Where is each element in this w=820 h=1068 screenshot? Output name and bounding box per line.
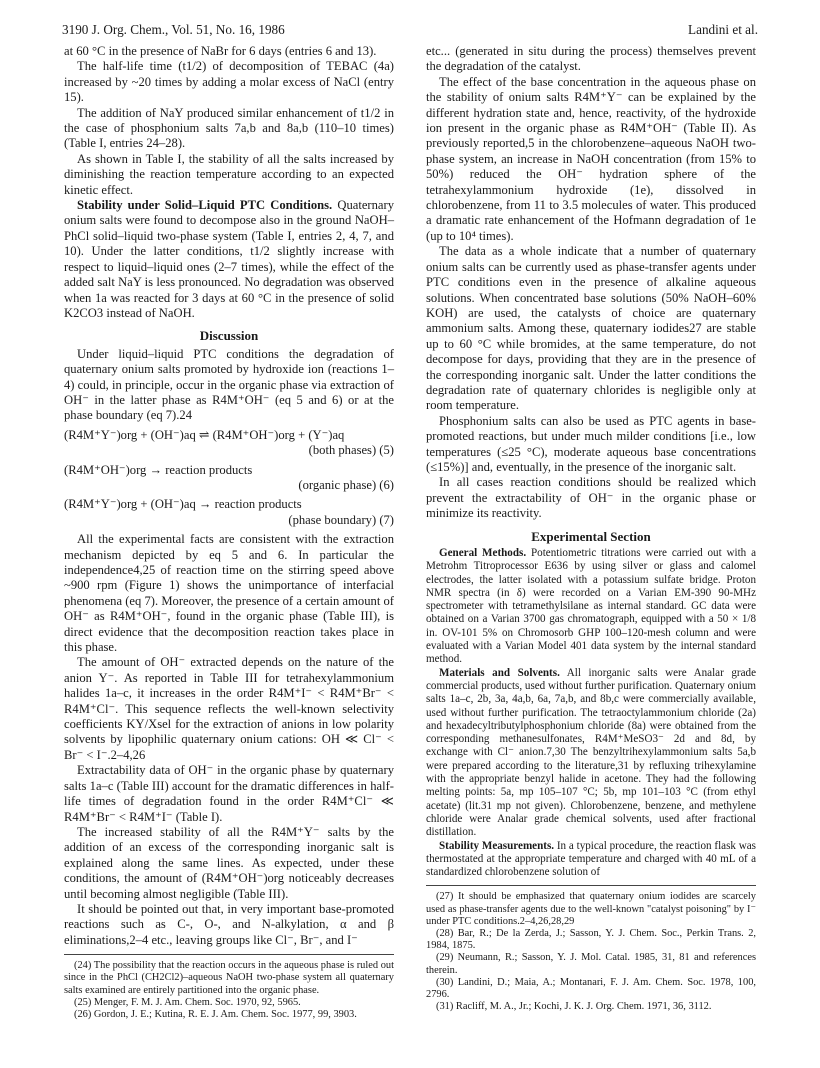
left-column — [64, 44, 394, 1021]
right-column — [426, 44, 756, 1013]
equation-text: (R4M⁺Y⁻)org + (OH⁻)aq ⇌ (R4M⁺OH⁻)org + (Y⁻)aq — [64, 427, 345, 442]
paragraph: Extractability data of OH⁻ in the organic phase by quaternary salts 1a–c (Table III) account for the dramatic differences in half-life times of degradation found in the order R4M⁺Cl⁻ ≪ R4M⁺Br⁻ < R4M⁺I⁻ (Table I). — [64, 763, 394, 824]
paragraph-text: Potentiometric titrations were carried out with a Metrohm Titroprocessor E636 by using silver or glass and calomel electrodes, the latter isolated with a potassium sulfate bridge. Proton NMR spectra (in δ) were recorded on a Varian EM-390 90-MHz spectrometer with tetramethylsilane as internal standard. GC data were obtained on a Varian 3700 gas chromatograph, equipped with a 50 × 1/8 in. OV-101 5% on Chromosorb GHP 100–120-mesh column and were evaluated with a Varian Model 401 data system by the internal standard method. — [426, 547, 756, 666]
running-header — [62, 22, 758, 40]
footnote: (26) Gordon, J. E.; Kutina, R. E. J. Am. Chem. Soc. 1977, 99, 3903. — [74, 1008, 357, 1020]
equation-tag: (both phases) (5) — [308, 443, 394, 458]
paragraph: Under liquid–liquid PTC conditions the degradation of quaternary onium salts promoted by hydroxide ion (reactions 1–4) could, in principle, occur in the organic phase via extraction of OH⁻ in the latter phase as R4M⁺OH⁻ (eq 5 and 6) or at the phase boundary (eq 7).24 — [64, 346, 394, 423]
paragraph: The data as a whole indicate that a number of quaternary onium salts can be currently used as phase-transfer agents under PTC conditions even in the presence of alkaline aqueous solutions. When concentrated base solutions (50% NaOH–60% KOH) are used, the catalysts of choice are quaternary ammonium salts. Among these, quaternary iodides27 are stable up to 60 °C while bromides, at the same temperature, do not decompose for days, providing that they are in the presence of the corresponding inorganic salt. Under the latter conditions the degradation rate of quaternary chlorides is negligible only at room temperature. — [426, 244, 756, 413]
paragraph-text: Quaternary onium salts were found to decompose also in the ground NaOH–PhCl solid–liquid two-phase system (Table I, entries 2, 4, 7, and 10). Under the latter conditions, t1/2 slightly increase with respect to liquid–liquid ones (2–7 times), while the effect of the added salt NaY is less pronounced. No degradation was observed when 1a was reacted for 3 days at 60 °C in the presence of solid K2CO3 instead of NaOH. — [64, 198, 394, 320]
paragraph: The amount of OH⁻ extracted depends on the nature of the anion Y⁻. As reported in Table III for tetrahexylammonium halides 1a–c, it increases in the order R4M⁺I⁻ < R4M⁺Br⁻ < R4M⁺Cl⁻. This sequence reflects the well-known selectivity coefficients KY/Xsel for the extraction of anions in low polarity solvents by lipophilic quaternary onium cations: OH ≪ Cl⁻ < Br⁻ < I⁻.2–4,26 — [64, 655, 394, 762]
paragraph: In all cases reaction conditions should be realized which prevent the extractability of OH⁻ in the organic phase or minimize its reactivity. — [426, 475, 756, 521]
footnote: (25) Menger, F. M. J. Am. Chem. Soc. 1970, 92, 5965. — [74, 996, 301, 1008]
run-in-heading: Stability under Solid–Liquid PTC Conditions. — [77, 198, 333, 213]
paragraph — [64, 198, 394, 321]
footnote-rule — [64, 954, 394, 955]
equation-tag: (organic phase) (6) — [298, 477, 394, 492]
paragraph: All the experimental facts are consistent with the extraction mechanism depicted by eq 5 and 6. In particular the independence4,25 of reaction time on the stirring speed above ~900 rpm (Figure 1) shows the unimportance of interfacial phenomena (eq 7). Moreover, the presence of a certain amount of OH⁻ as R4M⁺OH⁻, found in the organic phase (Table III), is direct evidence that the decomposition reaction takes place in this phase. — [64, 532, 394, 655]
paragraph — [426, 547, 756, 667]
section-heading: Discussion — [199, 328, 259, 344]
paragraph: The effect of the base concentration in the aqueous phase on the stability of onium salts R4M⁺Y⁻ can be explained by the different hydration state and, hence, reactivity, of the hydroxide ion present in the organic phase as R4M⁺OH⁻ (Table II). As previously reported,5 in the chlorobenzene–aqueous NaOH two-phase system, an increase in NaOH concentration (from 15% to 50%) reduced the OH⁻ hydration sphere of the tetrahexylammonium hydroxide (1e), dissolved in chlorobenzene, from 11 to 3.5 molecules of water. This produced a dramatic rate enhancement of the Hofmann degradation of 1e (up to 10⁴ times). — [426, 74, 756, 243]
run-in-heading: General Methods. — [439, 547, 527, 559]
footnote: (28) Bar, R.; De la Zerda, J.; Sasson, Y. J. Chem. Soc., Perkin Trans. 2, 1984, 1875. — [426, 928, 756, 952]
equation-text: (R4M⁺Y⁻)org + (OH⁻)aq → reaction products — [64, 497, 302, 512]
equation-6 — [64, 463, 394, 478]
footnote-rule — [426, 885, 756, 886]
equation-text: (R4M⁺OH⁻)org → reaction products — [64, 462, 253, 477]
run-in-heading: Materials and Solvents. — [439, 666, 560, 679]
paragraph: at 60 °C in the presence of NaBr for 6 days (entries 6 and 13). — [64, 44, 377, 58]
paragraph: The increased stability of all the R4M⁺Y⁻ salts by the addition of an excess of the corresponding inorganic salt is explained along the same lines. As expected, under these conditions, the amount of (R4M⁺OH⁻)org noticeably decreases until becoming almost negligible (Table III). — [64, 824, 394, 901]
header-authors: Landini et al. — [688, 22, 758, 37]
paragraph — [426, 667, 756, 840]
equation-tag: (phase boundary) (7) — [288, 512, 394, 527]
paragraph-text: All inorganic salts were Analar grade commercial products, used without further purification. Quaternary onium salts 1a–c, 2b, 3a, 4a,b, 6a, 7a,b, and 8b,c were commercially available, used without further purification. The tetraoctylammonium chloride (2a) and hexadecyltributylphosphonium chloride (8a) were obtained from the corresponding methanesulfonates, R4M⁺MeSO3⁻ 2d and 8d, by exchange with Cl⁻ anion.7,30 The benzyltrihexylammonium salts 5a,b were prepared according to the literature,31 by refluxing trihexylamine with the appropriate benzyl halide in acetone. They had the following melting points: 5a, mp 105–107 °C; 5b, mp 101–103 °C (from ethyl acetate) (lit.31 mp not given). Chlorobenzene, benzene, and methylene chloride were Analar grade chemical solvents, used after fractional distillation. — [426, 666, 756, 839]
equation-5 — [64, 428, 394, 443]
paragraph: The addition of NaY produced similar enhancement of t1/2 in the case of phosphonium salts 7a,b and 8a,b (110–10 times) (Table I, entries 24–28). — [64, 105, 394, 151]
paragraph: As shown in Table I, the stability of all the salts increased by diminishing the reaction temperature according to an expected kinetic effect. — [64, 151, 394, 197]
footnote: (30) Landini, D.; Maia, A.; Montanari, F. J. Am. Chem. Soc. 1978, 100, 2796. — [426, 976, 756, 1001]
paragraph: The half-life time (t1/2) of decomposition of TEBAC (4a) increased by ~20 times by adding a molar excess of NaCl (entry 15). — [64, 59, 394, 105]
run-in-heading: Stability Measurements. — [439, 839, 555, 852]
footnote: (24) The possibility that the reaction occurs in the aqueous phase is ruled out since in the PhCl (CH2Cl2)–aqueous NaOH two-phase system all quaternary salts examined are entirely partitioned into the organic phase. — [64, 960, 394, 996]
equation-7 — [64, 497, 394, 512]
paragraph: It should be pointed out that, in very important base-promoted reactions such as C-, O-, and N-alkylation, α and β eliminations,2–4 etc., leaving groups like Cl⁻, Br⁻, and I⁻ — [64, 901, 394, 947]
footnote: (29) Neumann, R.; Sasson, Y. J. Mol. Catal. 1985, 31, 81 and references therein. — [426, 952, 756, 976]
paragraph-text: In a typical procedure, the reaction flask was thermostated at the appropriate temperature and charged with 40 mL of a standardized chlorobenzene solution of — [426, 839, 756, 879]
paragraph: Phosphonium salts can also be used as PTC agents in base-promoted reactions, but under much milder conditions [i.e., low temperatures (≤25 °C), moderate aqueous base concentrations (≤15%)] and, eventually, in the presence of the inorganic salt. — [426, 413, 756, 474]
footnote: (27) It should be emphasized that quaternary onium iodides are scarcely used as phase-transfer agents due to the well-known "catalyst poisoning" by I⁻ under PTC conditions.2–4,26,28,29 — [426, 891, 756, 927]
section-heading: Experimental Section — [531, 528, 651, 544]
paragraph: etc... (generated in situ during the process) themselves prevent the degradation of the catalyst. — [426, 44, 756, 74]
header-citation: 3190 J. Org. Chem., Vol. 51, No. 16, 1986 — [62, 22, 285, 37]
paragraph — [426, 840, 756, 880]
footnote: (31) Racliff, M. A., Jr.; Kochi, J. K. J. Org. Chem. 1971, 36, 3112. — [436, 1001, 712, 1013]
